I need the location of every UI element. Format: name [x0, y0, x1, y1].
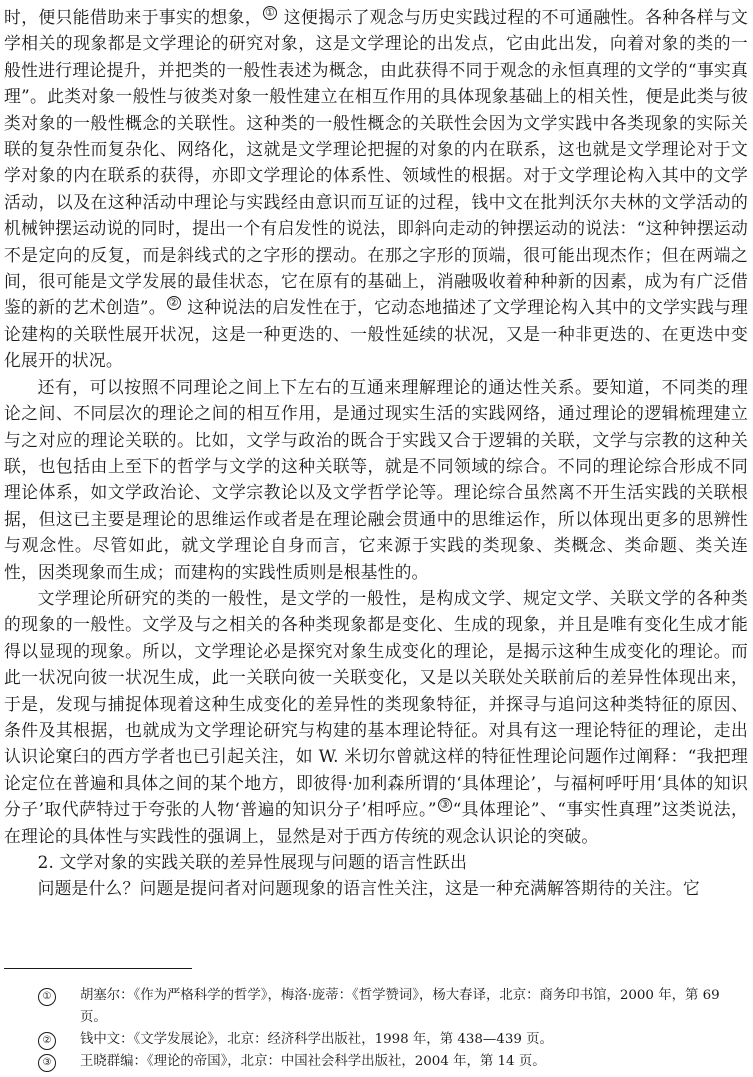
footnote-3-mark: ③	[38, 1054, 56, 1072]
section-subheading: 2. 文学对象的实践关联的差异性展现与问题的语言性跃出	[37, 852, 468, 872]
footnote-2-mark: ②	[38, 1032, 56, 1050]
footnote-2-text: 钱中文：《文学发展论》，北京：经济科学出版社，1998 年，第 438—439 页。	[80, 1032, 553, 1047]
footnote-ref-3[interactable]: ③	[439, 798, 450, 812]
paragraph-1-text-b: 这便揭示了观念与历史实践过程的不可通融性。各种各样与文学相关的现象都是文学理论的研究对象，这是文学理论的出发点，它由此出发，向着对象的类的一般性进行理论提升，并把类的一般性表述为概念，由此获得不同于观念的永恒真理的文学的“事实真理”。此类对象一般性与彼类对象一般性建立在相互作用的具体现象基础上的相关性，便是此类与彼类对象的一般性概念的关联性。这种类的一般性概念的关联性会因为文学实践中各类现象的实际关联的复杂性而复杂化、网络化，这就是文学理论把握的对象的内在联系，这也就是文学理论对于文学对象的内在联系的获得，亦即文学理论的体系性、领域性的根据。对于文学理论构入其中的文学活动，以及在这种活动中理论与实践经由意识而互证的过程，钱中文在批判沃尔夫林的文学活动的机械钟摆运动说的同时，提出一个有启发性的说法，即斜向走动的钟摆运动的说法：“这种钟摆运动不是定向的反复，而是斜线式的之字形的摆动。在那之字形的顶端，很可能出现杰作；但在两端之间，很可能是文学发展的最佳状态，它在原有的基础上，消融吸收着种种新的因素，成为有广泛借鉴的新的艺术创造”。	[4, 7, 748, 318]
footnotes	[4, 985, 748, 1073]
footnote-1-text: 胡塞尔：《作为严格科学的哲学》，梅洛·庞蒂：《哲学赞词》，杨大春译，北京：商务印书馆，2000 年，第 69 页。	[80, 988, 720, 1025]
paragraph-1-text-c: 这种说法的启发性在于，它动态地描述了文学理论构入其中的文学实践与理论建构的关联性展开状况，这是一种更迭的、一般性延续的状况，又是一种非更迭的、在更迭中变化展开的状况。	[4, 297, 748, 371]
paragraph-3-text-b: “具体理论”、“事实性真理”这类说法，在理论的具体性与实践性的强调上，显然是对于西方传统的观念认识论的突破。	[4, 799, 748, 846]
paragraph-1	[4, 4, 748, 374]
footnote-ref-1[interactable]: ①	[265, 5, 276, 19]
paragraph-2: 还有，可以按照不同理论之间上下左右的互通来理解理论的通达性关系。要知道，不同类的理论之间、不同层次的理论之间的相互作用，是通过现实生活的实践网络，通过理论的逻辑梳理建立与之对应的理论关联的。比如，文学与政治的既合于实践又合于逻辑的关联，文学与宗教的这种关联，也包括由上至下的哲学与文学的这种关联等，就是不同领域的综合。不同的理论综合形成不同理论体系，如文学政治论、文学宗教论以及文学哲学论等。理论综合虽然离不开生活实践的关联根据，但这已主要是理论的思维运作或者是在理论融会贯通中的思维运作，所以体现出更多的思辨性与观念性。尽管如此，就文学理论自身而言，它来源于实践的类现象、类概念、类命题、类关连性，因类现象而生成；而建构的实践性质则是根基性的。	[4, 376, 748, 582]
footnote-1-mark: ①	[38, 988, 56, 1006]
paragraph-3	[4, 585, 748, 849]
footnote-divider	[4, 968, 192, 969]
footnote-ref-2[interactable]: ②	[168, 296, 179, 310]
paragraph-1-text-a: 时，便只能借助来于事实的想象，	[4, 7, 263, 27]
paragraph-4: 问题是什么？问题是提问者对问题现象的语言性关注，这是一种充满解答期待的关注。它	[37, 878, 700, 899]
footnote-1	[4, 985, 748, 1029]
footnote-3	[4, 1051, 748, 1073]
footnote-2	[4, 1029, 748, 1051]
footnote-3-text: 王晓群编：《理论的帝国》，北京：中国社会科学出版社，2004 年，第 14 页。	[80, 1054, 546, 1069]
paragraph-3-text-a: 文学理论所研究的类的一般性，是文学的一般性，是构成文学、规定文学、关联文学的各种类的现象的一般性。文学及与之相关的各种类现象都是变化、生成的现象，并且是唯有变化生成才能得以显现的现象。所以，文学理论必是探究对象生成变化的理论，是揭示这种生成变化的理论。而此一状况向彼一状况生成，此一关联向彼一关联变化，又是以关联处关联前后的差异性体现出来，于是，发现与捕捉体现着这种生成变化的差异性的类现象特征，并探寻与追问这种类特征的原因、条件及其根据，也就成为文学理论研究与构建的基本理论特征。对具有这一理论特征的理论，走出认识论窠臼的西方学者也已引起关注，如 W. 米切尔曾就这样的特征性理论问题作过阐释：“我把理论定位在普遍和具体之间的某个地方，即彼得·加利森所谓的‘具体理论’，与福柯呼吁用‘具体的知识分子’取代萨特过于夸张的人物‘普遍的知识分子’相呼应。”	[4, 587, 748, 820]
body-text	[4, 4, 748, 902]
